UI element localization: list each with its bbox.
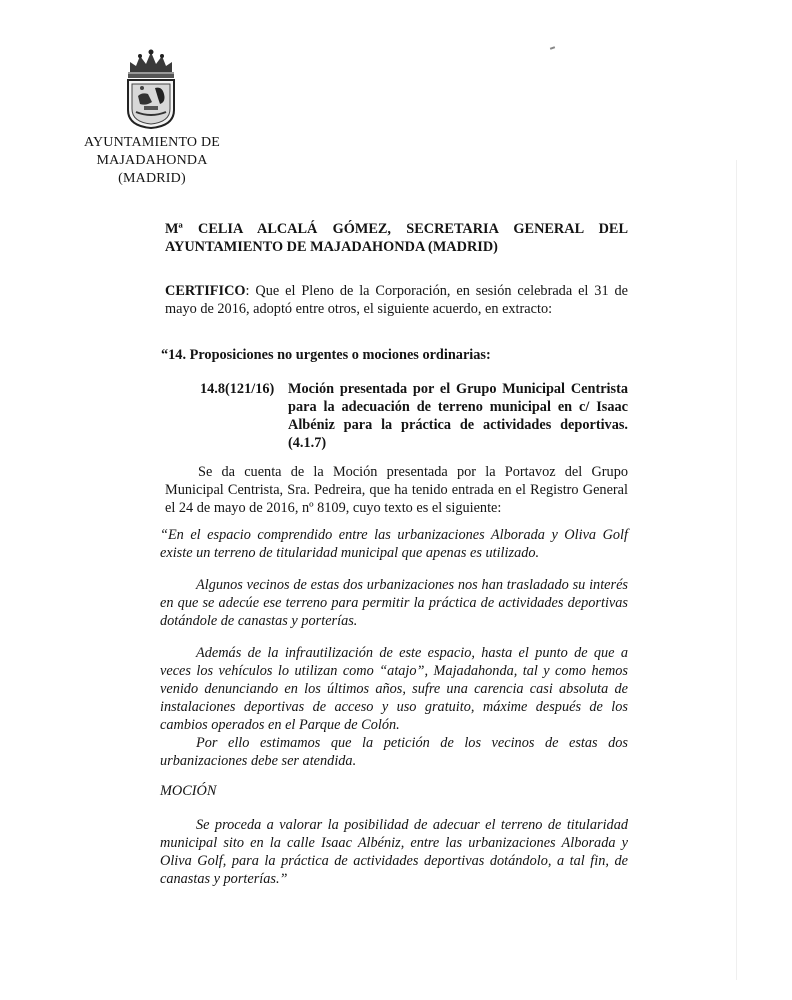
- scan-speck: [550, 46, 555, 50]
- municipal-coat-of-arms-icon: [122, 48, 180, 130]
- section-heading: “14. Proposiciones no urgentes o mociones ordinarias:: [161, 347, 491, 363]
- quote-paragraph-1: “En el espacio comprendido entre las urbanizaciones Alborada y Oliva Golf existe un terreno de titularidad municipal que apenas es utilizado.: [160, 527, 628, 561]
- org-line-3: (MADRID): [118, 171, 186, 186]
- org-line-1: AYUNTAMIENTO DE: [83, 135, 221, 150]
- quote-paragraph-4: Por ello estimamos que la petición de los vecinos de estas dos urbanizaciones debe ser atendida.: [160, 735, 628, 769]
- certifico-label: CERTIFICO: [165, 283, 246, 299]
- scan-edge: [736, 160, 737, 980]
- certifico-paragraph: [165, 282, 628, 318]
- org-line-2: MAJADAHONDA: [96, 153, 208, 168]
- organization-name: [62, 134, 242, 188]
- certifico-text: : Que el Pleno de la Corporación, en sesión celebrada el 31 de mayo de 2016, adoptó entre otros, el siguiente acuerdo, en extracto:: [165, 283, 628, 317]
- secretary-heading: Mª CELIA ALCALÁ GÓMEZ, SECRETARIA GENERAL DEL AYUNTAMIENTO DE MAJADAHONDA (MADRID): [165, 221, 628, 255]
- item-title: Moción presentada por el Grupo Municipal Centrista para la adecuación de terreno municipal en c/ Isaac Albéniz para la práctica de actividades deportivas. (4.1.7): [288, 381, 628, 451]
- quote-paragraph-5: Se proceda a valorar la posibilidad de adecuar el terreno de titularidad municipal sito en la calle Isaac Albéniz, entre las urbanizaciones Alborada y Oliva Golf, para la práctica de actividades deportivas dotándolo, a tal fin, de canastas y porterías.”: [160, 817, 628, 887]
- mocion-heading: MOCIÓN: [160, 783, 217, 799]
- item-number: 14.8(121/16): [200, 381, 275, 397]
- quote-paragraph-3: Además de la infrautilización de este espacio, hasta el punto de que a veces los vehículos lo utilizan como “atajo”, Majadahonda, tal y como hemos venido denunciando en los últimos años, sufre una carencia casi absoluta de instalaciones deportivas de acceso y uso gratuito, máxime después de los cambios operados en el Parque de Colón.: [160, 645, 628, 733]
- quote-paragraph-2: Algunos vecinos de estas dos urbanizaciones nos han trasladado su interés en que se adecúe ese terreno para permitir la práctica de actividades deportivas dotándole de canastas y porterías.: [160, 577, 628, 629]
- intro-paragraph: Se da cuenta de la Moción presentada por la Portavoz del Grupo Municipal Centrista, Sra. Pedreira, que ha tenido entrada en el Registro General el 24 de mayo de 2016, nº 8109, cuyo texto es el siguiente:: [165, 464, 628, 516]
